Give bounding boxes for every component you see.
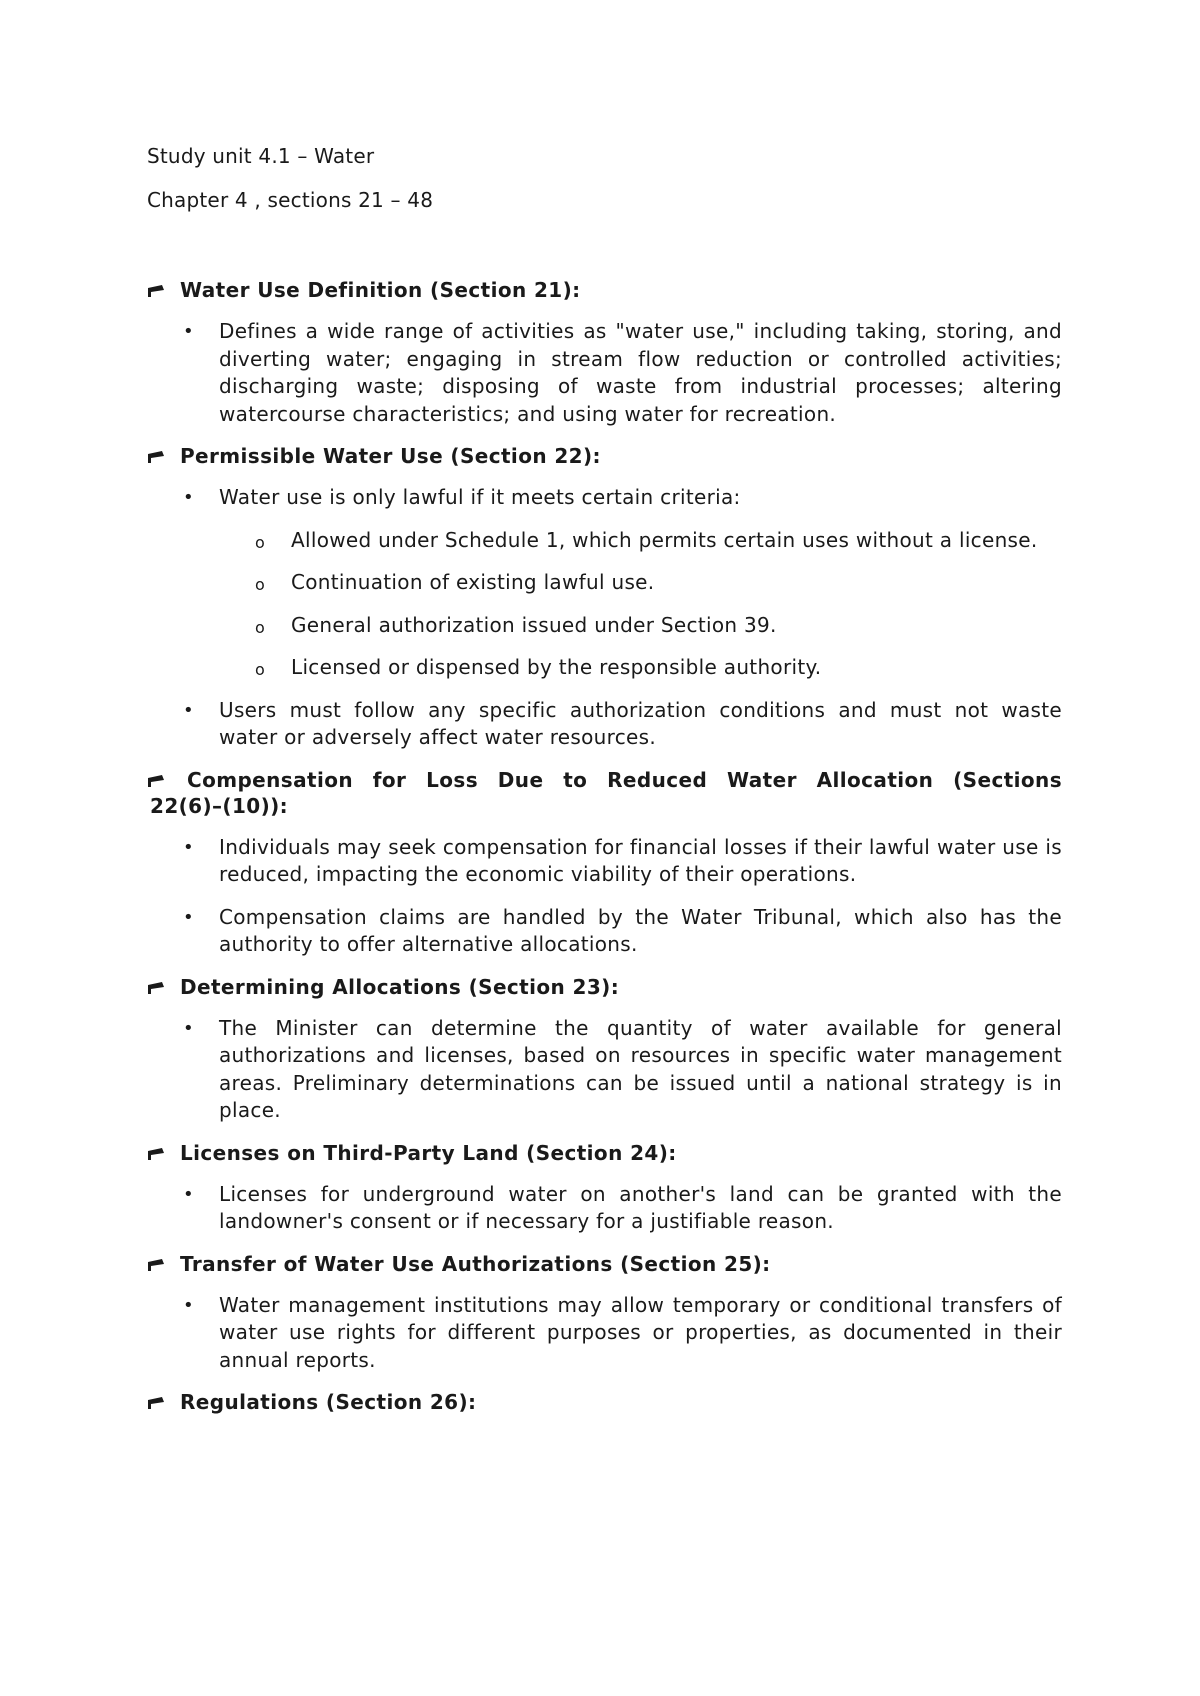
- sub-list-item: [255, 569, 1062, 597]
- list-item: [147, 318, 1062, 428]
- bullet-dot-icon: •: [183, 1017, 194, 1039]
- section-regulations: [147, 1389, 1062, 1415]
- list-item: [147, 1292, 1062, 1375]
- section-permissible-water-use: [147, 443, 1062, 752]
- bullet-list: [147, 1292, 1062, 1375]
- list-item: [147, 1015, 1062, 1125]
- section-heading-text: Determining Allocations (Section 23):: [180, 974, 620, 999]
- list-item-text: The Minister can determine the quantity of water available for general authorizations and licenses, based on resources in specific water management areas. Preliminary determinations can be issued until a national strategy is in place.: [219, 1015, 1062, 1122]
- section-heading-text: Water Use Definition (Section 21):: [180, 278, 581, 302]
- bullet-list: [147, 318, 1062, 428]
- flag-pennant-icon: [147, 1396, 165, 1410]
- bullet-dot-icon: •: [183, 699, 194, 721]
- section-heading: [147, 974, 1062, 1000]
- sub-list-item: [255, 654, 1062, 682]
- section-heading: [147, 1389, 1062, 1415]
- sub-list-item: [255, 527, 1062, 555]
- bullet-list: [147, 484, 1062, 752]
- section-water-use-definition: [147, 277, 1062, 428]
- section-heading-text: Licenses on Third-Party Land (Section 24):: [180, 1140, 677, 1165]
- sub-bullet-list: [219, 527, 1062, 682]
- circle-o-icon: o: [255, 660, 266, 679]
- bullet-dot-icon: •: [183, 906, 194, 928]
- list-item: [147, 484, 1062, 682]
- circle-o-icon: o: [255, 617, 266, 637]
- sub-list-item-text: Allowed under Schedule 1, which permits certain uses without a license.: [291, 527, 1038, 552]
- list-item-text: Individuals may seek compensation for financial losses if their lawful water use is reduced, impacting the economic viability of their operations.: [219, 834, 1062, 886]
- list-item-text: Compensation claims are handled by the Water Tribunal, which also has the authority to offer alternative allocations.: [219, 904, 1062, 956]
- chapter-reference: Chapter 4 , sections 21 – 48: [147, 188, 434, 212]
- section-compensation-for-loss: [147, 767, 1062, 959]
- circle-o-icon: o: [255, 575, 266, 594]
- flag-pennant-icon: [147, 1258, 165, 1272]
- circle-o-icon: o: [255, 532, 266, 552]
- list-item: [147, 1181, 1062, 1236]
- flag-pennant-icon: [147, 981, 165, 995]
- section-heading-text: Transfer of Water Use Authorizations (Section 25):: [180, 1251, 771, 1276]
- document-page: [147, 143, 1062, 1430]
- section-heading: [147, 443, 1062, 469]
- sub-list-item-text: Continuation of existing lawful use.: [291, 570, 655, 594]
- bullet-dot-icon: •: [183, 1183, 194, 1205]
- sub-list-item-text: General authorization issued under Section 39.: [291, 612, 777, 637]
- bullet-dot-icon: •: [183, 487, 194, 508]
- sub-list-item: [255, 612, 1062, 640]
- bullet-list: [147, 1015, 1062, 1125]
- list-item: [147, 697, 1062, 752]
- bullet-dot-icon: •: [183, 321, 194, 342]
- section-licenses-third-party-land: [147, 1140, 1062, 1236]
- list-item: [147, 834, 1062, 889]
- list-item-text: Users must follow any specific authorization conditions and must not waste water or adversely affect water resources.: [219, 697, 1062, 749]
- section-heading-text: Permissible Water Use (Section 22):: [180, 444, 601, 468]
- flag-pennant-icon: [147, 1147, 165, 1161]
- list-item-text: Defines a wide range of activities as "water use," including taking, storing, and diverting water; engaging in stream flow reduction or controlled activities; discharging waste; disposing of waste from industrial processes; altering watercourse characteristics; and using water for recreation.: [219, 319, 1062, 426]
- section-transfer-authorizations: [147, 1251, 1062, 1375]
- bullet-list: [147, 834, 1062, 959]
- flag-pennant-icon: [147, 450, 165, 464]
- section-heading: [147, 277, 1062, 303]
- list-item-text: Water use is only lawful if it meets certain criteria:: [219, 485, 741, 509]
- list-item-text: Licenses for underground water on another's land can be granted with the landowner's consent or if necessary for a justifiable reason.: [219, 1181, 1062, 1233]
- document-title: Study unit 4.1 – Water: [147, 144, 375, 168]
- flag-pennant-icon: [147, 284, 165, 298]
- bullet-list: [147, 1181, 1062, 1236]
- bullet-dot-icon: •: [183, 1294, 194, 1316]
- bullet-dot-icon: •: [183, 836, 194, 858]
- section-heading: [147, 1140, 1062, 1166]
- section-determining-allocations: [147, 974, 1062, 1125]
- section-heading-text: Regulations (Section 26):: [180, 1390, 477, 1414]
- section-heading: [147, 1251, 1062, 1277]
- list-item: [147, 904, 1062, 959]
- section-heading: [147, 767, 1062, 819]
- list-item-text: Water management institutions may allow temporary or conditional transfers of water use rights for different purposes or properties, as documented in their annual reports.: [219, 1292, 1062, 1372]
- section-heading-text: Compensation for Loss Due to Reduced Water Allocation (Sections 22(6)–(10)):: [150, 767, 1062, 818]
- sub-list-item-text: Licensed or dispensed by the responsible authority.: [291, 655, 822, 679]
